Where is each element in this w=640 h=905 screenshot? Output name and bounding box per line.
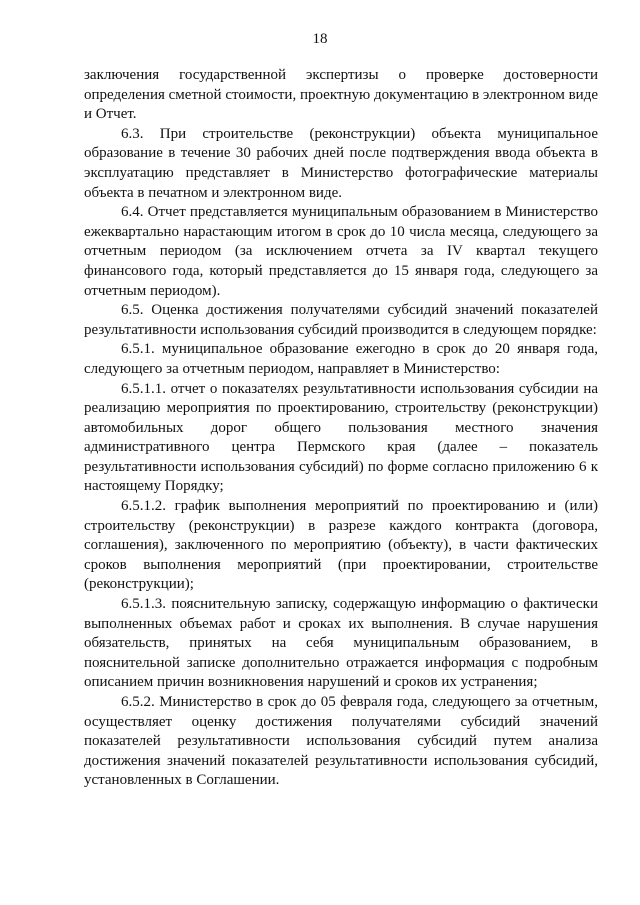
paragraph-6-5-1-1: 6.5.1.1. отчет о показателях результативности использования субсидии на реализацию мероприятия по проектированию, строительству (реконструкции) автомобильных дорог общего пользования местного значения административного центра Пермского края (далее – показатель результативности использования субсидий) по форме согласно приложению 6 к настоящему Порядку;: [84, 380, 598, 495]
document-body: [84, 66, 598, 791]
paragraph-6-5-2: 6.5.2. Министерство в срок до 05 февраля года, следующего за отчетным, осуществляет оценку достижения получателями субсидий значений показателей результативности использования субсидий путем анализа достижения значений показателей результативности использования субсидий, установленных в Соглашении.: [84, 694, 598, 789]
paragraph-6-4: 6.4. Отчет представляется муниципальным образованием в Министерство ежеквартально нарастающим итогом в срок до 10 числа месяца, следующего за отчетным периодом (за исключением отчета за IV квартал текущего финансового года, который представляется до 15 января года, следующего за отчетным периодом).: [84, 204, 598, 299]
paragraph-6-5: 6.5. Оценка достижения получателями субсидий значений показателей результативности использования субсидий производится в следующем порядке:: [84, 302, 598, 338]
paragraph-6-3: 6.3. При строительстве (реконструкции) объекта муниципальное образование в течение 30 рабочих дней после подтверждения ввода объекта в эксплуатацию представляет в Министерство фотографические материалы объекта в печатном и электронном виде.: [84, 125, 598, 201]
paragraph-6-5-1: 6.5.1. муниципальное образование ежегодно в срок до 20 января года, следующего за отчетным периодом, направляет в Министерство:: [84, 341, 598, 377]
paragraph-6-5-1-2: 6.5.1.2. график выполнения мероприятий по проектированию и (или) строительству (реконструкции) в разрезе каждого контракта (договора, соглашения), заключенного по мероприятию (объекту), в части фактических сроков выполнения мероприятий (при проектировании, строительстве (реконструкции);: [84, 498, 598, 593]
paragraph-6-5-1-3: 6.5.1.3. пояснительную записку, содержащую информацию о фактически выполненных объемах работ и сроках их выполнения. В случае нарушения обязательств, принятых на себя муниципальным образованием, в пояснительной записке дополнительно отражается информация с подробным описанием причин возникновения нарушений и сроков их устранения;: [84, 596, 598, 691]
paragraph-continuation: заключения государственной экспертизы о проверке достоверности определения сметной стоимости, проектную документацию в электронном виде и Отчет.: [84, 67, 598, 123]
page-number: 18: [312, 31, 328, 47]
